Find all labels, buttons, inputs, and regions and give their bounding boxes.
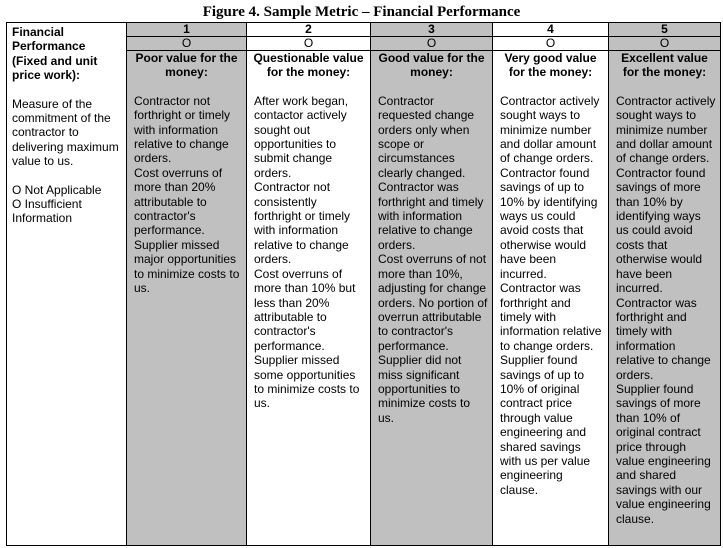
rating-circle-5[interactable]: O: [609, 37, 721, 51]
rating-column-2: [247, 51, 371, 546]
rating-heading-1: Poor value for the money:: [135, 51, 238, 80]
criteria-header: Financial Performance (Fixed and unit price work):: [12, 25, 98, 83]
rating-column-4: [493, 51, 609, 546]
option-not-applicable[interactable]: O Not Applicable: [12, 182, 102, 197]
rating-heading-5: Excellent value for the money:: [621, 51, 708, 80]
rating-circle-4[interactable]: O: [493, 37, 609, 51]
description-item: Contractor was forthright and timely with information relative to change orders.: [616, 295, 711, 382]
description-item: Contractor not consistently forthright or timely with information relative to change orders.: [254, 180, 351, 267]
number-row: [7, 23, 721, 37]
description-item: Supplier found savings of more than 10% of original contract price through value engineering and shared savings with our value engineering clause.: [616, 381, 711, 526]
rating-circle-3[interactable]: O: [371, 37, 493, 51]
description-item: Cost overruns of not more than 10%, adjusting for change orders. No portion of overrun attributable to contractor's performance.: [378, 252, 488, 353]
rating-column-3: [371, 51, 493, 546]
description-item: Contractor not forthright or timely with information relative to change orders.: [134, 93, 231, 166]
option-insufficient-information[interactable]: O Insufficient Information: [12, 197, 82, 226]
rating-description-2: [247, 94, 370, 411]
rating-circle-1[interactable]: O: [127, 37, 247, 51]
description-item: Supplier missed some opportunities to minimize costs to us.: [254, 353, 360, 411]
rating-description-4: [493, 94, 608, 497]
rating-column-5: [609, 51, 721, 546]
description-item: Contractor was forthright and timely with information relative to change orders.: [378, 180, 484, 252]
description-item: Contractor found savings of more than 10% by identifying ways us could avoid costs that otherwise would have been incurred.: [616, 165, 706, 296]
rating-description-1: [127, 94, 246, 296]
description-item: Supplier found savings of up to 10% of original contract price through value engineering and shared savings with us per value engineering clause.: [500, 353, 591, 497]
rating-number-5: 5: [609, 23, 721, 37]
criteria-description: Measure of the commitment of the contractor to delivering maximum value to us.: [12, 96, 119, 169]
rating-description-5: [609, 94, 720, 526]
rating-number-2: 2: [247, 23, 371, 37]
description-item: Contractor actively sought ways to minimize number and dollar amount of change orders.: [500, 93, 600, 166]
description-item: Supplier missed major opportunities to minimize costs to us.: [134, 237, 240, 296]
rating-heading-2: Questionable value for the money:: [253, 51, 364, 80]
description-item: Cost overruns of more than 10% but less than 20% attributable to contractor's performance.: [254, 266, 356, 353]
figure-title: Figure 4. Sample Metric – Financial Performance: [202, 4, 521, 20]
description-item: Cost overruns of more than 20% attributable to contractor's performance.: [134, 165, 223, 238]
description-item: Contractor requested change orders only when scope or circumstances clearly changed.: [378, 93, 475, 180]
description-item: After work began, contactor actively sought out opportunities to submit change orders.: [254, 93, 349, 180]
rating-description-3: [371, 94, 492, 425]
financial-performance-metric-table: [6, 22, 721, 546]
rating-number-1: 1: [127, 23, 247, 37]
rating-heading-4: Very good value for the money:: [504, 51, 597, 80]
rating-number-4: 4: [493, 23, 609, 37]
description-item: Contractor was forthright and timely with information relative to change orders.: [500, 281, 602, 353]
description-item: Supplier did not miss significant opportunities to minimize costs to us.: [378, 353, 471, 425]
rating-circle-2[interactable]: O: [247, 37, 371, 51]
rating-column-1: [127, 51, 247, 546]
description-item: Contractor actively sought ways to minimize number and dollar amount of change orders.: [616, 93, 716, 166]
metric-table-container: [6, 22, 720, 546]
rating-number-3: 3: [371, 23, 493, 37]
criteria-cell: [7, 23, 127, 546]
rating-heading-3: Good value for the money:: [378, 51, 485, 80]
description-item: Contractor found savings of up to 10% by identifying ways us could avoid costs that otherwise would have been incurred.: [500, 165, 598, 281]
